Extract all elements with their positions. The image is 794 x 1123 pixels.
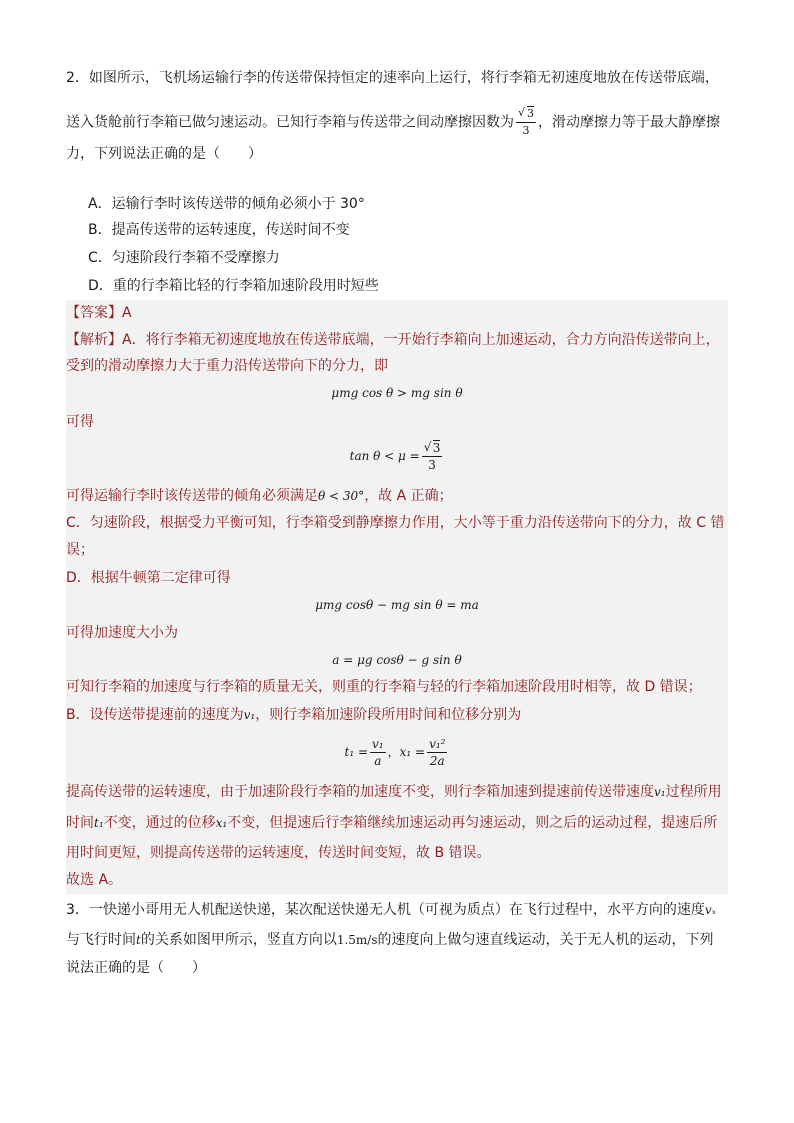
q3-stem-line2: 与飞行时间t的关系如图甲所示，竖直方向以1.5m/s的速度向上做匀速直线运动，关于无人机的运动，下列 — [66, 932, 714, 948]
equation-4: a = μg cosθ − g sin θ — [332, 653, 462, 667]
x1-fraction: $\frac{\text{v₁²}}{2a}$ — [429, 737, 446, 768]
q2-stem-line1: 2．如图所示，飞机场运输行李的传送带保持恒定的速率向上运行，将行李箱无初速度地放在传送带底端， — [66, 70, 719, 86]
kede-1: 可得 — [66, 414, 94, 430]
analysis-b-line3: 时间t₁不变，通过的位移x₁不变，但提速后行李箱继续加速运动再匀速运动，则之后的运动过程，提速后所 — [66, 815, 718, 831]
mu-fraction: √ $\frac{3}{3}$ — [516, 106, 536, 139]
analysis-b-line1: B．设传送带提速前的速度为v₁，则行李箱加速阶段所用时间和位移分别为 — [66, 707, 522, 723]
q3-stem-line3: 说法正确的是（ ） — [66, 960, 206, 976]
analysis-c-line2: 误； — [66, 542, 94, 558]
analysis-d-line1: D．根据牛顿第二定律可得 — [66, 570, 231, 586]
equation-2: tan θ < μ = √ $\frac{3}{3}$ — [66, 436, 728, 476]
equation-5: t₁ = $\frac{\text{v₁}}{a}$ ，x₁ = $\frac{\text{v₁²}}{2a}$ — [344, 737, 446, 768]
equation-1: μmg cos θ > mg sin θ — [331, 386, 463, 400]
t1-fraction: $\frac{\text{v₁}}{a}$ — [372, 737, 384, 768]
q3-stem-line1: 3．一快递小哥用无人机配送快递，某次配送快递无人机（可视为质点）在飞行过程中，水平方向的速度vₓ — [66, 902, 716, 918]
analysis-b-line4: 用时间更短，则提高传送带的运转速度，传送时间变短，故 B 错误。 — [66, 845, 491, 861]
option-d: D．重的行李箱比轻的行李箱加速阶段用时短些 — [88, 278, 379, 294]
option-a: A．运输行李时该传送带的倾角必须小于 30° — [88, 196, 365, 212]
answer-label: 【答案】A — [66, 305, 132, 321]
equation-3: μmg cosθ − mg sin θ = ma — [315, 598, 479, 612]
conclusion-a: 可得运输行李时该传送带的倾角必须满足θ < 30°，故 A 正确； — [66, 488, 453, 504]
analysis-line2: 受到的滑动摩擦力大于重力沿传送带向下的分力，即 — [66, 358, 388, 374]
analysis-b-line2: 提高传送带的运转速度，由于加速阶段行李箱的加速度不变，则行李箱加速到提速前传送带速度v₁过程所用 — [66, 784, 722, 800]
q2-stem-line3: 力，下列说法正确的是（ ） — [66, 146, 262, 162]
final-answer: 故选 A。 — [66, 872, 123, 888]
analysis-d-line2: 可得加速度大小为 — [66, 625, 178, 641]
option-b: B．提高传送带的运转速度，传送时间不变 — [88, 222, 350, 238]
analysis-line1: 【解析】A．将行李箱无初速度地放在传送带底端，一开始行李箱向上加速运动，合力方向沿传送带向上， — [66, 332, 720, 348]
analysis-c-line1: C．匀速阶段，根据受力平衡可知，行李箱受到静摩擦力作用，大小等于重力沿传送带向下的分力，故 C 错 — [66, 515, 725, 531]
analysis-d-conclusion: 可知行李箱的加速度与行李箱的质量无关，则重的行李箱与轻的行李箱加速阶段用时相等，故 D 错误； — [66, 679, 702, 695]
sqrt3-over-3-fraction: √ $\frac{3}{3}$ — [422, 440, 443, 473]
option-c: C．匀速阶段行李箱不受摩擦力 — [88, 250, 280, 266]
q2-stem-line2: 送入货舱前行李箱已做匀速运动。已知行李箱与传送带之间动摩擦因数为 √ $\frac{3}{3}$ ，滑动摩擦力等于最大静摩擦 — [66, 106, 720, 139]
